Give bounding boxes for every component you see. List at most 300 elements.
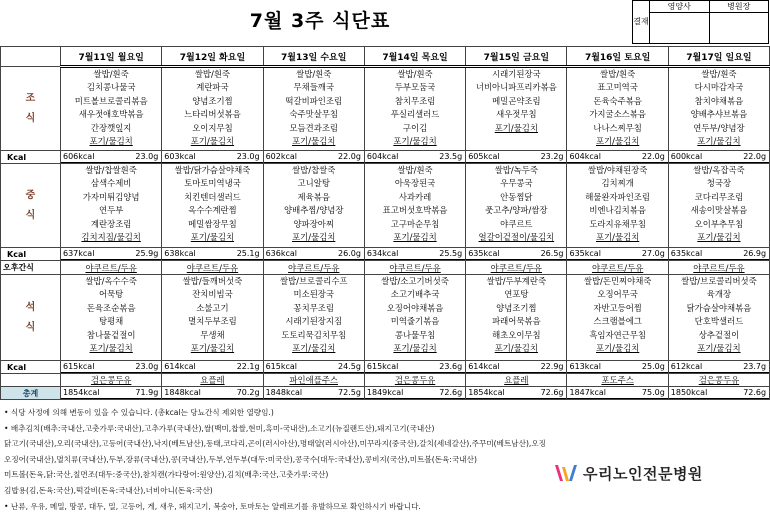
protein-value: 25.5g [439,249,463,258]
protein-value: 22.0g [743,152,767,161]
breakfast-row-cell [263,67,364,151]
lunch-kcal-row-cell [364,248,465,261]
protein-value: 24.5g [338,362,361,371]
menu-item: 표고미역국 [597,82,638,93]
approval-box [632,0,769,44]
total-cell [263,387,364,400]
dinner-row-cell [263,275,364,361]
menu-item: 숙주맛살무침 [289,109,339,120]
breakfast-row [1,67,770,151]
kcal-values [466,151,566,163]
dinner-row-cell [466,275,567,361]
kcal-values [567,248,667,260]
protein-value: 23.0g [236,152,260,161]
breakfast-kcal-row [1,151,770,164]
weekly-menu-table [0,46,770,400]
menu-item: 쌀밥/브로콜리버섯죽 [681,276,757,286]
menu-item: 포기/물김치 [595,135,640,146]
menu-item: 옥수수계란찜 [188,205,237,216]
hospital-name: 우리노인전문병원 [583,464,703,483]
day-header: 7월14일 목요일 [364,47,465,67]
evening-snack-row [1,374,770,387]
afternoon-snack-row-cell [263,261,364,275]
dinner-kcal-row-label: Kcal [1,361,61,374]
menu-item: 표고버섯호박볶음 [382,205,448,216]
dinner-kcal-row [1,361,770,374]
dinner-row-cell [162,275,263,361]
kcal-values [162,361,262,373]
total-values [264,387,364,399]
afternoon-snack-row [1,261,770,275]
lunch-row-cell [162,164,263,248]
afternoon-snack-row-cell [61,261,162,275]
menu-item: 미소된장국 [293,289,334,300]
kcal-values [365,361,465,373]
protein-value: 26.5g [540,249,564,258]
menu-item: 양념조기찜 [192,95,233,106]
day-header: 7월17일 일요일 [668,47,769,67]
hospital-logo [553,462,703,484]
kcal-values [264,248,364,260]
protein-value: 26.9g [743,249,767,258]
snack-item: 파인애플주스 [289,375,339,385]
breakfast-row-label: 조 식 [1,67,61,151]
kcal-value: 635kcal [468,249,500,258]
kcal-value: 612kcal [670,362,703,371]
dinner-row [1,275,770,361]
kcal-value: 636kcal [265,249,298,258]
menu-item: 쌀밥/옥수수죽 [85,276,137,286]
dinner-kcal-row-cell [162,361,263,374]
snack-item: 검은콩두유 [394,375,436,385]
snack-item: 검은콩두유 [90,375,132,385]
kcal-values [365,248,465,260]
protein-value: 22.0g [641,152,665,161]
menu-item: 토마토미역냉국 [184,178,241,189]
menu-item: 포기/물김치 [89,342,133,353]
menu-item: 새우젓무침 [496,109,537,120]
kcal-value: 634kcal [366,249,399,258]
afternoon-snack-row-cell [668,261,769,275]
lunch-kcal-row-label: Kcal [1,248,61,261]
dinner-kcal-row-cell [466,361,567,374]
protein-value: 25.9g [135,249,159,258]
menu-item: 간장깻잎지 [90,122,132,133]
menu-item: 참나물겉절이 [86,329,136,340]
menu-item: 흑임자연근무침 [589,329,646,340]
kcal-value: 615kcal [63,362,95,371]
menu-item: 단호박샐러드 [694,316,744,327]
kcal-value: 604kcal [569,152,601,161]
menu-item: 돈육조순볶음 [86,302,136,313]
total-protein: 75.0g [641,388,665,397]
snack-item: 야쿠르트/두유 [186,262,239,273]
kcal-values [567,361,667,373]
menu-item: 풋고추/양파/쌈장 [485,205,548,216]
snack-item: 야쿠르트/두유 [288,262,340,273]
menu-item: 상추겉절이 [698,329,740,340]
kcal-value: 602kcal [265,152,298,161]
lunch-kcal-row-cell [668,248,769,261]
menu-item: 미트볼브로콜리볶음 [74,95,148,106]
breakfast-kcal-row-cell [466,151,567,164]
evening-snack-row-cell [263,374,364,387]
day-header: 7월13일 수요일 [263,47,364,67]
menu-item: 쌀밥/두부계란죽 [486,276,547,286]
kcal-value: 600kcal [670,152,703,161]
snack-item: 야쿠르트/두유 [389,262,441,273]
total-kcal: 1848kcal [265,388,303,397]
kcal-values [466,248,566,260]
kcal-values [567,151,667,163]
menu-item: 쌀밥/흰죽 [701,69,737,79]
evening-snack-row-cell [61,374,162,387]
snack-item: 검은콩두유 [698,375,740,385]
note-line: • 배추김치(배추:국내산,고춧가루:국내산),고추가루(국내산),쌀(백미,찹쌀,현미,흑미-국내산),소고기(뉴질랜드산),돼지고기(국내산) [4,423,435,433]
note-line: 닭고기(국내산),오리(국내산),고등어(국내산),낙지(베트남산),동태,코다리,곤이(러시아산),명태알(러시아산),미꾸라지(중국산),갈치(세네갈산),주꾸미(베트남산),오징 [4,439,547,449]
evening-snack-row-cell [567,374,668,387]
kcal-values [365,151,465,163]
menu-item: 연두부 [99,205,124,216]
afternoon-snack-row-label: 오후간식 [1,261,61,275]
total-cell [567,387,668,400]
protein-value: 23.7g [743,362,767,371]
menu-item: 오징어무국 [597,289,638,300]
dinner-row-label: 석 식 [1,275,61,361]
protein-value: 27.0g [641,249,665,258]
breakfast-kcal-row-cell [567,151,668,164]
total-kcal: 1854kcal [63,388,100,397]
day-header: 7월11일 월요일 [61,47,162,67]
kcal-values [162,151,262,163]
breakfast-kcal-row-cell [263,151,364,164]
menu-item: 해물완자파인조림 [585,191,650,202]
menu-item: 도라지유채무침 [589,218,646,229]
menu-item: 포기/물김치 [393,135,437,146]
menu-item: 푸실리샐러드 [390,109,440,120]
lunch-kcal-row-cell [263,248,364,261]
protein-value: 22.0g [338,152,361,161]
total-protein: 70.2g [236,388,260,397]
menu-item: 포기/물김치 [697,342,741,353]
menu-item: 쌀밥/옥잡곡죽 [693,165,745,175]
menu-item: 너비아니파프리카볶음 [475,82,557,93]
breakfast-row-cell [466,67,567,151]
breakfast-row-cell [668,67,769,151]
total-kcal: 1848kcal [164,388,201,397]
kcal-value: 615kcal [366,362,399,371]
total-kcal: 1849kcal [366,388,404,397]
lunch-row [1,164,770,248]
approval-role-director: 병원장 [709,1,769,13]
menu-item: 청국장 [706,178,732,189]
menu-item: 포기/물김치 [292,342,336,353]
menu-item: 포기/물김치 [494,342,538,353]
breakfast-kcal-row-cell [162,151,263,164]
breakfast-kcal-row-cell [61,151,162,164]
lunch-row-label: 중 식 [1,164,61,248]
menu-item: 쌀밥/흰죽 [397,69,433,79]
menu-item: 쌀밥/돈민찌야채죽 [583,276,652,286]
dinner-row-cell [567,275,668,361]
kcal-value: 614kcal [468,362,500,371]
approval-sign-director[interactable] [709,13,769,44]
menu-item: 메밀쌈장무침 [188,218,237,229]
menu-item: 포기/물김치 [190,342,235,353]
kcal-values [669,248,769,260]
notes-section [4,405,764,514]
total-protein: 72.6g [743,388,767,397]
total-kcal: 1854kcal [468,388,505,397]
day-header: 7월12일 화요일 [162,47,263,67]
snack-item: 야쿠르트/두유 [490,262,543,273]
afternoon-snack-row-cell [567,261,668,275]
total-cell [162,387,263,400]
protein-value: 23.2g [540,152,564,161]
menu-item: 삼색수제비 [90,178,132,189]
kcal-value: 637kcal [63,249,95,258]
protein-value: 23.6g [439,362,463,371]
menu-item: 멸치두부조림 [188,316,237,327]
menu-item: 오징어야채볶음 [386,302,444,313]
total-values [162,387,262,399]
snack-item: 포도주스 [601,375,634,385]
snack-item: 야쿠르트/두유 [693,262,745,273]
menu-item: 무채들깨국 [293,82,334,93]
menu-item: 안동찜닭 [500,191,533,202]
menu-item: 콩나물무침 [394,329,436,340]
kcal-values [669,361,769,373]
menu-item: 연포탕 [504,289,529,300]
lunch-row-cell [263,164,364,248]
dinner-kcal-row-cell [263,361,364,374]
menu-item: 탕평채 [99,316,124,327]
menu-item: 소고기배추국 [390,289,440,300]
lunch-kcal-row-cell [466,248,567,261]
menu-item: 쌀밥/흰죽 [194,69,231,79]
dinner-row-cell [668,275,769,361]
menu-item: 포기/물김치 [393,342,437,353]
menu-item: 비엔나김치볶음 [589,205,646,216]
menu-item: 파래어묵볶음 [492,316,541,327]
total-label: 총계 [1,387,61,400]
dinner-kcal-row-cell [61,361,162,374]
kcal-value: 635kcal [569,249,601,258]
protein-value: 23.0g [135,362,159,371]
menu-item: 포기/물김치 [292,135,336,146]
menu-item: 쌀밥/흰죽 [296,69,332,79]
total-cell [668,387,769,400]
total-protein: 72.6g [540,388,564,397]
kcal-value: 604kcal [366,152,399,161]
snack-item: 야쿠르트/두유 [591,262,644,273]
menu-item: 양념조기찜 [496,302,537,313]
menu-item: 두부모둠국 [394,82,436,93]
kcal-values [669,151,769,163]
dinner-kcal-row-cell [567,361,668,374]
menu-item: 소불고기 [196,302,229,313]
menu-item: 가지굴소스볶음 [589,109,646,120]
kcal-values [466,361,566,373]
menu-item: 새우젓애호박볶음 [78,109,144,120]
total-values [365,387,465,399]
menu-item: 쌀밥/찹쌀죽 [292,165,336,175]
menu-item: 쌀밥/찹쌀흰죽 [85,165,137,175]
menu-item: 김치지짐/물김치 [81,231,141,242]
menu-item: 계란파국 [196,82,229,93]
menu-item: 모듬견과조림 [289,122,339,133]
menu-item: 어묵탕 [99,289,124,300]
menu-item: 떡갈비파인조림 [285,95,343,106]
afternoon-snack-row-cell [364,261,465,275]
menu-item: 꽁치무조림 [293,302,334,313]
lunch-row-cell [668,164,769,248]
menu-item: 포기/물김치 [190,135,235,146]
menu-item: 육개장 [706,289,732,300]
note-line: • 식당 사정에 의해 변동이 있을 수 있습니다. (총kcal는 당뇨간식 제외한 열량임.) [4,408,274,417]
menu-item: 포기/물김치 [494,122,538,133]
menu-item: 쌀밥/들깨버섯죽 [182,276,243,286]
total-protein: 72.5g [338,388,361,397]
total-values [669,387,769,399]
protein-value: 25.0g [641,362,665,371]
note-line: 김밥용(김,돈육:국산),떡갈비(돈육:국내산),너비아니(돈육:국산) [4,485,213,495]
kcal-value: 635kcal [670,249,703,258]
total-values [61,387,161,399]
approval-sign-dietitian[interactable] [650,13,710,44]
snack-item: 야쿠르트/두유 [85,262,137,273]
page-title: 7월 3주 식단표 [249,10,391,32]
menu-item: 포기/물김치 [697,135,741,146]
menu-item: 치킨텐더샐러드 [184,191,241,202]
afternoon-snack-row-cell [162,261,263,275]
kcal-values [162,248,262,260]
menu-item: 참치야채볶음 [694,95,744,106]
menu-item: 고구마순무침 [390,218,440,229]
menu-item: 고니알탕 [297,178,330,189]
kcal-value: 603kcal [164,152,196,161]
menu-item: 느타리버섯볶음 [184,109,241,120]
menu-item: 참치무조림 [394,95,436,106]
menu-item: 포기/물김치 [595,342,640,353]
protein-value: 26.0g [338,249,361,258]
menu-item: 포기/물김치 [697,231,741,242]
snack-item: 요플레 [504,375,529,385]
kcal-values [61,248,161,260]
note-line: • 난류, 우유, 메밀, 땅콩, 대두, 밀, 고등어, 게, 새우, 돼지고기, 복숭아, 토마토는 알레르기를 유발하므로 확인하시기 바랍니다. [4,501,421,511]
evening-snack-row-cell [364,374,465,387]
breakfast-kcal-row-cell [364,151,465,164]
breakfast-kcal-row-label: Kcal [1,151,61,164]
menu-item: 쌀밥/소고기버섯죽 [381,276,449,286]
menu-item: 오이부추무침 [694,218,744,229]
kcal-values [61,361,161,373]
total-cell [466,387,567,400]
corner-cell [1,47,61,67]
menu-item: 해초오이무침 [492,329,541,340]
menu-item: 포기/물김치 [89,135,133,146]
menu-item: 메밀곤약조림 [492,95,541,106]
dinner-row-cell [61,275,162,361]
kcal-values [264,151,364,163]
menu-item: 김치콩나물국 [86,82,136,93]
menu-item: 쌀밥/닭가슴살야채죽 [174,165,251,175]
snack-item: 요플레 [200,375,225,385]
approval-role-dietitian: 영양사 [650,1,710,13]
menu-item: 가자미튀김양념 [82,191,140,202]
kcal-value: 615kcal [265,362,298,371]
menu-item: 얼갈이겉절이/물김치 [478,231,555,242]
protein-value: 23.5g [439,152,463,161]
breakfast-kcal-row-cell [668,151,769,164]
menu-item: 양배추샤브볶음 [690,109,748,120]
total-cell [61,387,162,400]
total-row [1,387,770,400]
total-values [567,387,667,399]
note-line: 오징어(국내산),멸치류(국내산),두부,장류(국내산),콩(국내산),두부,연두부(대두:미국산),콩국수(대두:국내산),콩비지(국산),미트볼(돈육:국내산) [4,454,477,464]
menu-item: 무생채 [200,329,225,340]
menu-item: 쌀밥/흰죽 [397,165,433,175]
menu-item: 포기/물김치 [190,231,235,242]
approval-label: 결재 [633,1,650,44]
menu-item: 돈육숙주볶음 [593,95,642,106]
menu-item: 잔치비빔국 [192,289,233,300]
evening-snack-row-cell [466,374,567,387]
breakfast-row-cell [162,67,263,151]
afternoon-snack-row-cell [466,261,567,275]
menu-item: 연두부/양념장 [693,122,745,133]
evening-snack-row-label [1,374,61,387]
total-protein: 72.6g [439,388,463,397]
menu-item: 사과카레 [398,191,432,202]
menu-item: 쌀밥/흰죽 [600,69,636,79]
kcal-value: 613kcal [569,362,601,371]
header-row [1,47,770,67]
dinner-row-cell [364,275,465,361]
lunch-kcal-row-cell [162,248,263,261]
menu-item: 포기/물김치 [393,231,437,242]
menu-item: 포기/물김치 [292,231,336,242]
day-header: 7월15일 금요일 [466,47,567,67]
menu-item: 쌀밥/브로콜리수프 [279,276,348,286]
lunch-row-cell [567,164,668,248]
menu-item: 나나스찌무침 [593,122,642,133]
protein-value: 23.0g [135,152,159,161]
menu-item: 코다리무조림 [694,191,744,202]
menu-item: 양배추찜/양념장 [284,205,344,216]
lunch-kcal-row-cell [61,248,162,261]
total-values [466,387,566,399]
menu-item: 닭가슴살야채볶음 [686,302,752,313]
breakfast-row-cell [364,67,465,151]
kcal-value: 614kcal [164,362,196,371]
note-line: 미트볼(돈육,닭:국산,칠면조(대두:중국산),참치캔(가다랑어:원양산),김치(배추:국산,고춧가루:국산) [4,470,329,480]
total-kcal: 1850kcal [670,388,708,397]
total-kcal: 1847kcal [569,388,606,397]
menu-item: 아욱장된국 [394,178,436,189]
protein-value: 22.9g [540,362,564,371]
dinner-kcal-row-cell [364,361,465,374]
lunch-kcal-row-cell [567,248,668,261]
menu-item: 새송이맛살볶음 [690,205,748,216]
kcal-values [61,151,161,163]
menu-item: 오이지무침 [192,122,233,133]
menu-item: 다시마감자국 [694,82,744,93]
menu-item: 미역줄기볶음 [390,316,440,327]
lunch-row-cell [466,164,567,248]
breakfast-row-cell [61,67,162,151]
menu-item: 스크램블에그 [593,316,642,327]
